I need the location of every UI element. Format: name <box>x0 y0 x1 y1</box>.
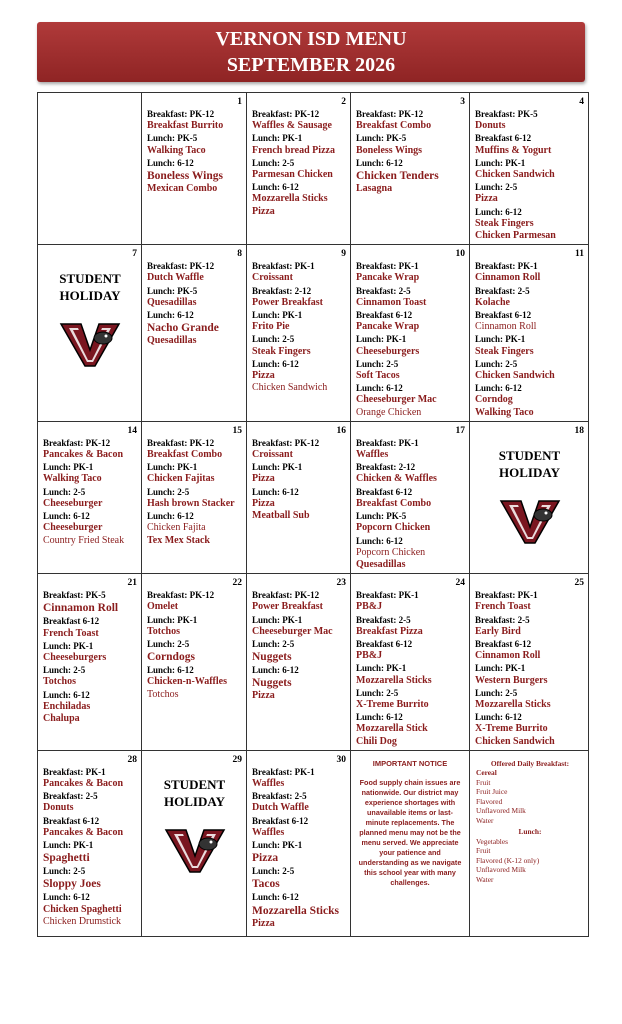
day-cell-16 <box>247 421 351 573</box>
meal-group-label: Lunch: 6-12 <box>147 157 194 168</box>
meal-group-label: Lunch: PK-1 <box>252 133 303 144</box>
meal-group-label: Lunch: PK-1 <box>475 334 526 345</box>
menu-item: Breakfast Pizza <box>356 625 423 637</box>
menu-title: VERNON ISD MENU <box>215 28 407 50</box>
meal-group-label: Lunch: PK-1 <box>43 640 94 651</box>
notice-body: Food supply chain issues are nationwide. Our district may experience shortages with unavailable items or last-minute replacements. The planned menu may not be the menu served. We appreciate your patience and understanding as we navigate this school year with many challenges. <box>358 777 462 887</box>
meal-group-label: Breakfast: PK-12 <box>147 261 215 272</box>
meal-group-label: Breakfast 6-12 <box>43 616 100 627</box>
meal-group-label: Lunch: 2-5 <box>252 638 295 649</box>
menu-item: Boneless Wings <box>356 144 423 156</box>
meal-group-label: Lunch: PK-5 <box>356 511 407 522</box>
meal-group-label: Lunch: 6-12 <box>475 206 522 217</box>
menu-item: Chicken Parmesan <box>475 230 556 242</box>
day-number: 21 <box>127 578 137 589</box>
day-cell-4 <box>470 93 589 245</box>
day-number: 1 <box>237 97 242 107</box>
menu-item: Chicken Sandwich <box>475 370 555 382</box>
menu-item: Croissant <box>252 272 293 284</box>
day-cell-9 <box>247 245 351 422</box>
menu-item: Power Breakfast <box>252 601 324 613</box>
menu-item: Pancakes & Bacon <box>43 449 123 461</box>
menu-item: French bread Pizza <box>252 144 335 156</box>
meal-group-label: Lunch: PK-1 <box>356 334 407 345</box>
menu-item: Waffles <box>356 449 389 461</box>
mascot-v-logo-icon <box>59 318 121 370</box>
meal-group-label: Breakfast 6-12 <box>475 638 532 649</box>
week-row <box>38 750 589 936</box>
menu-item: Walking Taco <box>475 406 534 418</box>
day-number: 8 <box>237 249 242 260</box>
meal-group-label: Lunch: PK-1 <box>147 614 198 625</box>
menu-item: Waffles <box>252 826 285 838</box>
day-number: 10 <box>455 249 465 260</box>
menu-item: PB&J <box>356 601 383 613</box>
menu-item: Frito Pie <box>252 321 290 333</box>
meal-group-label: Lunch: PK-1 <box>43 839 94 850</box>
meal-group-label: Lunch: PK-1 <box>252 839 303 850</box>
meal-group-label: Breakfast 6-12 <box>475 310 532 321</box>
student-holiday-label: STUDENT HOLIDAY <box>498 447 561 480</box>
day-number: 2 <box>341 97 346 107</box>
offered-breakfast-title: Offered Daily Breakfast: <box>490 758 570 768</box>
menu-item: Cinnamon Roll <box>475 321 537 333</box>
menu-item: Chicken Spaghetti <box>43 903 122 915</box>
menu-item: Cheeseburgers <box>43 651 107 663</box>
menu-item: Country Fried Steak <box>43 534 125 546</box>
meal-group-label: Lunch: 6-12 <box>147 665 194 676</box>
offered-lunch-item: Unflavored Milk <box>476 865 526 875</box>
menu-item: X-Treme Burrito <box>356 698 429 710</box>
meal-group-label: Lunch: PK-5 <box>147 133 198 144</box>
menu-item: Nacho Grande <box>147 322 219 335</box>
meal-group-label: Lunch: 6-12 <box>147 310 194 321</box>
meal-group-label: Lunch: 2-5 <box>252 866 295 877</box>
student-holiday-label: STUDENT HOLIDAY <box>163 776 226 809</box>
menu-item: Waffles & Sausage <box>252 120 332 132</box>
day-number: 9 <box>341 249 346 260</box>
meal-group-label: Breakfast: PK-5 <box>43 590 106 601</box>
meal-group-label: Lunch: 6-12 <box>475 383 522 394</box>
menu-item: Chicken Fajitas <box>147 473 215 485</box>
day-cell-2 <box>247 93 351 245</box>
meal-group-label: Breakfast: PK-5 <box>475 109 538 119</box>
menu-item: Hash brown Stacker <box>147 497 235 509</box>
meal-group-label: Breakfast: PK-1 <box>475 590 538 601</box>
menu-item: Totchos <box>147 688 179 700</box>
week-row <box>38 93 589 245</box>
meal-group-label: Lunch: 2-5 <box>356 687 399 698</box>
day-number: 16 <box>336 425 346 436</box>
meal-group-label: Breakfast: 2-5 <box>252 791 307 802</box>
meal-group-label: Lunch: PK-1 <box>147 462 198 473</box>
meal-group-label: Breakfast: PK-12 <box>252 590 320 601</box>
menu-item: Pizza <box>252 205 275 217</box>
menu-item: Chili Dog <box>356 735 397 747</box>
meal-group-label: Breakfast: 2-12 <box>356 462 416 473</box>
menu-item: PB&J <box>356 650 383 662</box>
menu-item: Chicken Drumstick <box>43 915 122 927</box>
meal-group-label: Lunch: 2-5 <box>475 358 518 369</box>
mascot-v-logo-icon <box>164 824 226 876</box>
mascot-v-logo-icon <box>499 495 561 547</box>
menu-item: Cinnamon Roll <box>475 650 541 662</box>
menu-item: Corndog <box>475 394 513 406</box>
menu-item: Pancakes & Bacon <box>43 777 123 789</box>
offered-breakfast-item: Unflavored Milk <box>476 806 526 816</box>
meal-group-label: Breakfast: PK-1 <box>356 261 419 272</box>
student-holiday-label: STUDENT HOLIDAY <box>59 271 121 304</box>
menu-item: Chicken Sandwich <box>252 382 328 394</box>
day-number: 18 <box>574 425 584 436</box>
important-notice-cell <box>351 750 470 936</box>
menu-item: X-Treme Burrito <box>475 723 548 735</box>
offered-breakfast-item: Flavored <box>476 796 503 806</box>
menu-item: Pizza <box>252 473 275 485</box>
meal-group-label: Lunch: 2-5 <box>43 866 86 877</box>
meal-group-label: Breakfast 6-12 <box>356 310 413 321</box>
day-number: 22 <box>232 578 242 589</box>
meal-group-label: Breakfast 6-12 <box>475 133 532 144</box>
meal-group-label: Lunch: PK-1 <box>43 462 94 473</box>
menu-item: Quesadillas <box>147 335 197 347</box>
menu-item: Pancake Wrap <box>356 272 420 284</box>
offered-lunch-item: Flavored (K-12 only) <box>476 855 540 865</box>
menu-item: Chicken-n-Waffles <box>147 676 227 688</box>
menu-item: Cinnamon Roll <box>475 272 541 284</box>
day-cell-17 <box>351 421 470 573</box>
meal-group-label: Breakfast: PK-12 <box>147 437 215 448</box>
menu-item: Muffins & Yogurt <box>475 144 552 156</box>
menu-item: Soft Tacos <box>356 370 400 382</box>
menu-header-banner <box>37 22 585 82</box>
menu-item: Steak Fingers <box>475 345 534 357</box>
menu-item: Mozzarella Stick <box>356 723 428 735</box>
meal-group-label: Breakfast: 2-12 <box>252 285 312 296</box>
menu-item: Mexican Combo <box>147 183 218 195</box>
meal-group-label: Breakfast: PK-12 <box>43 437 111 448</box>
meal-group-label: Lunch: 2-5 <box>147 638 190 649</box>
menu-item: Totchos <box>147 625 180 637</box>
meal-group-label: Lunch: 2-5 <box>43 486 86 497</box>
menu-item: Pizza <box>252 497 275 509</box>
menu-item: Walking Taco <box>43 473 102 485</box>
menu-item: Waffles <box>252 777 285 789</box>
meal-group-label: Breakfast: 2-5 <box>43 791 98 802</box>
meal-group-label: Lunch: 2-5 <box>252 334 295 345</box>
menu-item: Donuts <box>475 120 506 132</box>
menu-item: Quesadillas <box>356 558 406 570</box>
menu-item: Cheeseburger Mac <box>252 625 333 637</box>
meal-group-label: Lunch: 6-12 <box>356 383 403 394</box>
meal-group-label: Lunch: 2-5 <box>43 665 86 676</box>
meal-group-label: Breakfast 6-12 <box>356 486 413 497</box>
offered-lunch-title: Lunch: <box>518 827 542 837</box>
meal-group-label: Lunch: PK-1 <box>356 663 407 674</box>
week-row <box>38 574 589 751</box>
menu-item: Mozzarella Sticks <box>356 674 432 686</box>
day-cell-7 <box>38 245 142 422</box>
meal-group-label: Breakfast: PK-12 <box>147 590 215 601</box>
offered-breakfast-item: Cereal <box>476 768 497 778</box>
meal-group-label: Lunch: 2-5 <box>475 687 518 698</box>
meal-group-label: Lunch: 2-5 <box>147 486 190 497</box>
menu-item: Cinnamon Roll <box>43 602 119 615</box>
menu-item: Western Burgers <box>475 674 548 686</box>
menu-item: French Toast <box>43 627 99 639</box>
menu-item: Chalupa <box>43 712 80 724</box>
menu-item: Corndogs <box>147 651 195 664</box>
day-cell-28 <box>38 750 142 936</box>
day-number: 30 <box>336 754 346 765</box>
meal-group-label: Breakfast: PK-1 <box>43 766 106 777</box>
meal-group-label: Lunch: 6-12 <box>475 712 522 723</box>
menu-item: Parmesan Chicken <box>252 169 333 181</box>
offered-daily-cell <box>470 750 589 936</box>
menu-item: Croissant <box>252 449 293 461</box>
meal-group-label: Breakfast: 2-5 <box>475 285 530 296</box>
menu-item: Power Breakfast <box>252 296 324 308</box>
meal-group-label: Lunch: 6-12 <box>252 486 299 497</box>
day-number: 23 <box>336 578 346 589</box>
day-cell-25 <box>470 574 589 751</box>
menu-item: Popcorn Chicken <box>356 546 426 558</box>
day-cell-23 <box>247 574 351 751</box>
meal-group-label: Lunch: 6-12 <box>252 665 299 676</box>
menu-month: SEPTEMBER 2026 <box>226 54 396 76</box>
meal-group-label: Lunch: 6-12 <box>147 511 194 522</box>
meal-group-label: Lunch: 2-5 <box>475 182 518 193</box>
menu-item: Chicken & Waffles <box>356 473 437 485</box>
menu-item: Steak Fingers <box>252 345 311 357</box>
menu-item: Cheeseburger <box>43 522 103 534</box>
day-number: 28 <box>127 754 137 765</box>
day-cell-10 <box>351 245 470 422</box>
menu-item: Pancakes & Bacon <box>43 826 123 838</box>
empty-day-cell <box>38 93 142 245</box>
menu-item: Breakfast Combo <box>356 497 432 509</box>
menu-item: Chicken Sandwich <box>475 169 555 181</box>
day-cell-14 <box>38 421 142 573</box>
meal-group-label: Breakfast: 2-5 <box>475 614 530 625</box>
meal-group-label: Lunch: PK-1 <box>252 614 303 625</box>
meal-group-label: Breakfast: 2-5 <box>356 285 411 296</box>
menu-item: Pancake Wrap <box>356 321 420 333</box>
meal-group-label: Lunch: PK-1 <box>252 310 303 321</box>
meal-group-label: Lunch: 2-5 <box>252 157 295 168</box>
day-cell-30 <box>247 750 351 936</box>
day-number: 15 <box>232 425 242 436</box>
menu-item: Cheeseburgers <box>356 345 420 357</box>
meal-group-label: Breakfast: PK-12 <box>356 109 424 119</box>
meal-group-label: Breakfast: PK-1 <box>475 261 538 272</box>
meal-group-label: Breakfast: PK-12 <box>147 109 215 119</box>
menu-item: Pizza <box>252 370 275 382</box>
meal-group-label: Lunch: 6-12 <box>356 712 403 723</box>
menu-item: Breakfast Combo <box>356 120 432 132</box>
week-row <box>38 421 589 573</box>
menu-item: Donuts <box>43 802 74 814</box>
offered-lunch-item: Water <box>476 874 494 884</box>
meal-group-label: Lunch: 6-12 <box>43 511 90 522</box>
day-number: 7 <box>132 249 137 260</box>
meal-group-label: Lunch: PK-1 <box>475 157 526 168</box>
offered-breakfast-item: Water <box>476 815 494 825</box>
menu-item: Pizza <box>252 852 279 865</box>
menu-item: French Toast <box>475 601 531 613</box>
menu-item: Dutch Waffle <box>252 802 309 814</box>
meal-group-label: Breakfast 6-12 <box>252 815 309 826</box>
day-number: 3 <box>460 97 465 107</box>
menu-item: Chicken Sandwich <box>475 735 555 747</box>
day-number: 24 <box>455 578 465 589</box>
day-cell-22 <box>142 574 247 751</box>
day-cell-8 <box>142 245 247 422</box>
day-cell-3 <box>351 93 470 245</box>
day-number: 4 <box>579 97 584 107</box>
day-number: 17 <box>455 425 465 436</box>
menu-item: Omelet <box>147 601 179 613</box>
menu-item: Tacos <box>252 878 280 891</box>
meal-group-label: Lunch: 6-12 <box>356 535 403 546</box>
menu-item: Cheeseburger Mac <box>356 394 437 406</box>
menu-item: Breakfast Combo <box>147 449 223 461</box>
menu-item: Nuggets <box>252 677 292 690</box>
menu-item: Enchiladas <box>43 700 91 712</box>
menu-item: Nuggets <box>252 651 292 664</box>
menu-item: Walking Taco <box>147 144 206 156</box>
offered-lunch-item: Vegetables <box>476 836 509 846</box>
meal-group-label: Breakfast 6-12 <box>356 638 413 649</box>
menu-item: Quesadillas <box>147 296 197 308</box>
menu-item: Breakfast Burrito <box>147 120 224 132</box>
offered-lunch-item: Fruit <box>476 846 491 856</box>
day-cell-29 <box>142 750 247 936</box>
menu-item: Cinnamon Toast <box>356 296 427 308</box>
menu-item: Tex Mex Stack <box>147 534 210 546</box>
meal-group-label: Lunch: 6-12 <box>252 358 299 369</box>
menu-item: Orange Chicken <box>356 406 422 418</box>
meal-group-label: Breakfast: PK-1 <box>356 590 419 601</box>
menu-item: Early Bird <box>475 625 521 637</box>
menu-item: Meatball Sub <box>252 510 310 522</box>
meal-group-label: Lunch: 6-12 <box>252 892 299 903</box>
meal-group-label: Lunch: 6-12 <box>43 892 90 903</box>
week-row <box>38 245 589 422</box>
notice-title: IMPORTANT NOTICE <box>372 758 448 768</box>
menu-item: Mozzarella Sticks <box>252 193 328 205</box>
day-number: 29 <box>232 754 242 765</box>
day-cell-18 <box>470 421 589 573</box>
day-number: 25 <box>574 578 584 589</box>
menu-item: Chicken Tenders <box>356 170 439 183</box>
menu-item: Pizza <box>252 690 275 702</box>
day-cell-11 <box>470 245 589 422</box>
day-cell-15 <box>142 421 247 573</box>
meal-group-label: Lunch: PK-1 <box>252 462 303 473</box>
meal-group-label: Breakfast 6-12 <box>43 815 100 826</box>
menu-item: Lasagna <box>356 183 393 195</box>
menu-item: Totchos <box>43 676 76 688</box>
day-number: 11 <box>575 249 584 260</box>
day-cell-21 <box>38 574 142 751</box>
meal-group-label: Lunch: 2-5 <box>356 358 399 369</box>
meal-group-label: Lunch: PK-5 <box>147 285 198 296</box>
menu-item: Steak Fingers <box>475 217 534 229</box>
day-number: 14 <box>127 425 137 436</box>
menu-item: Mozzarella Sticks <box>475 698 551 710</box>
offered-breakfast-item: Fruit Juice <box>476 787 508 797</box>
meal-group-label: Breakfast: PK-1 <box>252 261 315 272</box>
meal-group-label: Breakfast: PK-1 <box>252 766 315 777</box>
meal-group-label: Lunch: PK-1 <box>475 663 526 674</box>
menu-item: Pizza <box>252 917 275 929</box>
menu-item: Sloppy Joes <box>43 878 101 891</box>
meal-group-label: Lunch: 6-12 <box>252 182 299 193</box>
offered-breakfast-item: Fruit <box>476 777 491 787</box>
menu-item: Spaghetti <box>43 852 90 865</box>
menu-item: Cheeseburger <box>43 497 103 509</box>
menu-item: Dutch Waffle <box>147 272 204 284</box>
menu-item: Popcorn Chicken <box>356 522 431 534</box>
menu-item: Pizza <box>475 193 498 205</box>
menu-item: Boneless Wings <box>147 170 223 183</box>
meal-group-label: Breakfast: PK-1 <box>356 437 419 448</box>
day-cell-1 <box>142 93 247 245</box>
meal-group-label: Breakfast: PK-12 <box>252 437 320 448</box>
meal-group-label: Lunch: 6-12 <box>43 689 90 700</box>
menu-calendar <box>37 92 589 937</box>
menu-item: Chicken Fajita <box>147 522 206 534</box>
meal-group-label: Breakfast: 2-5 <box>356 614 411 625</box>
meal-group-label: Lunch: 6-12 <box>356 157 403 168</box>
meal-group-label: Breakfast: PK-12 <box>252 109 320 119</box>
menu-item: Kolache <box>475 296 510 308</box>
menu-item: Mozzarella Sticks <box>252 904 339 917</box>
day-cell-24 <box>351 574 470 751</box>
meal-group-label: Lunch: PK-5 <box>356 133 407 144</box>
